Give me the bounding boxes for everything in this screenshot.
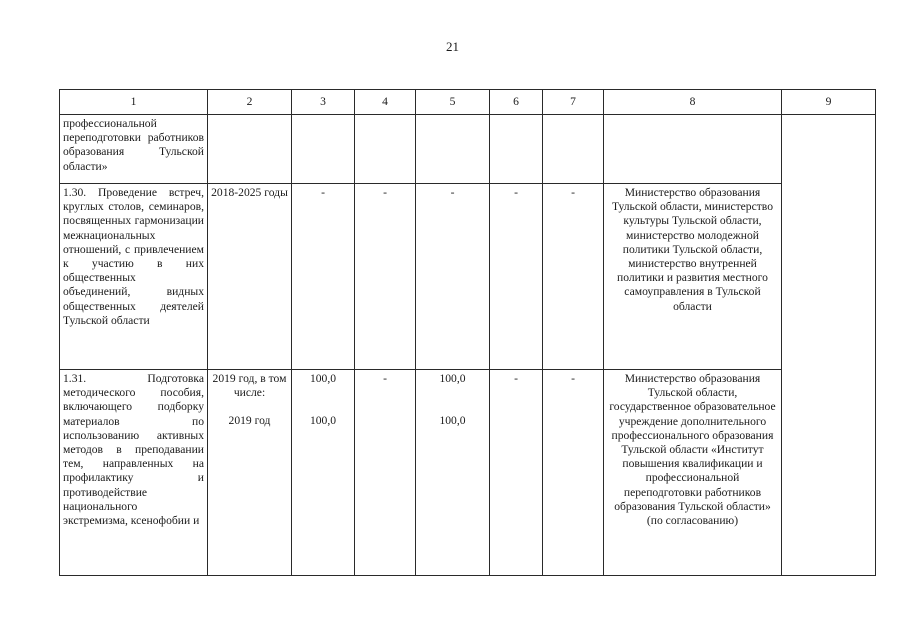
row-3-period-total: 2019 год, в том числе: [212,372,287,400]
row-1-col-6 [490,115,543,184]
row-3-activity: 1.31. Подготовка методического пособия, включающего подборку материалов по использованию активных методов в преподавании тем, направленных на профилактику и противодействие национального экстремизма, ксенофобии и [60,370,208,576]
row-1-col-7 [543,115,604,184]
row-3-col-5-total: 100,0 [439,372,466,385]
header-col-6: 6 [490,90,543,115]
row-3-period [208,370,292,576]
row-2-col-4: - [355,184,416,370]
header-col-1: 1 [60,90,208,115]
table-row [60,184,876,370]
row-3-responsible: Министерство образования Тульской области, государственное образовательное учреждение дополнительного профессионального образования Тульской области «Институт повышения квалификации и профессиональной переподготовки работников образования Тульской области» (по согласованию) [604,370,782,576]
row-1-col-3 [292,115,355,184]
row-3-col-5 [416,370,490,576]
header-col-8: 8 [604,90,782,115]
header-row [60,90,876,115]
row-2-activity: 1.30. Проведение встреч, круглых столов, семинаров, посвященных гармонизации межнациональных отношений, с привлечением к участию в них общественных объединений, видных общественных деятелей Тульской области [60,184,208,370]
row-3-period-year: 2019 год [228,414,271,428]
row-3-col-4: - [355,370,416,576]
header-col-2: 2 [208,90,292,115]
row-3-col-7: - [543,370,604,576]
header-col-9: 9 [782,90,876,115]
row-3-col-6: - [490,370,543,576]
header-col-7: 7 [543,90,604,115]
row-2-col-5: - [416,184,490,370]
row-1-col-4 [355,115,416,184]
row-2-col-7: - [543,184,604,370]
row-1-responsible [604,115,782,184]
row-3-col-3-total: 100,0 [309,372,337,385]
row-3-col-3 [292,370,355,576]
row-2-col-3: - [292,184,355,370]
row-1-col-5 [416,115,490,184]
row-3-col-5-year: 100,0 [439,414,466,428]
table-row [60,115,876,184]
row-3-col-3-year: 100,0 [309,414,337,428]
header-col-3: 3 [292,90,355,115]
row-1-activity: профессиональной переподготовки работников образования Тульской области» [60,115,208,184]
row-2-period: 2018-2025 годы [208,184,292,370]
header-col-4: 4 [355,90,416,115]
row-2-responsible: Министерство образования Тульской области, министерство культуры Тульской области, министерство молодежной политики Тульской области, министерство внутренней политики и развития местного самоуправления в Тульской области [604,184,782,370]
header-col-5: 5 [416,90,490,115]
row-2-col-6: - [490,184,543,370]
page-number: 21 [446,39,459,54]
table-row [60,370,876,576]
program-table [59,89,876,576]
row-1-period [208,115,292,184]
col-9-cell [782,115,876,576]
